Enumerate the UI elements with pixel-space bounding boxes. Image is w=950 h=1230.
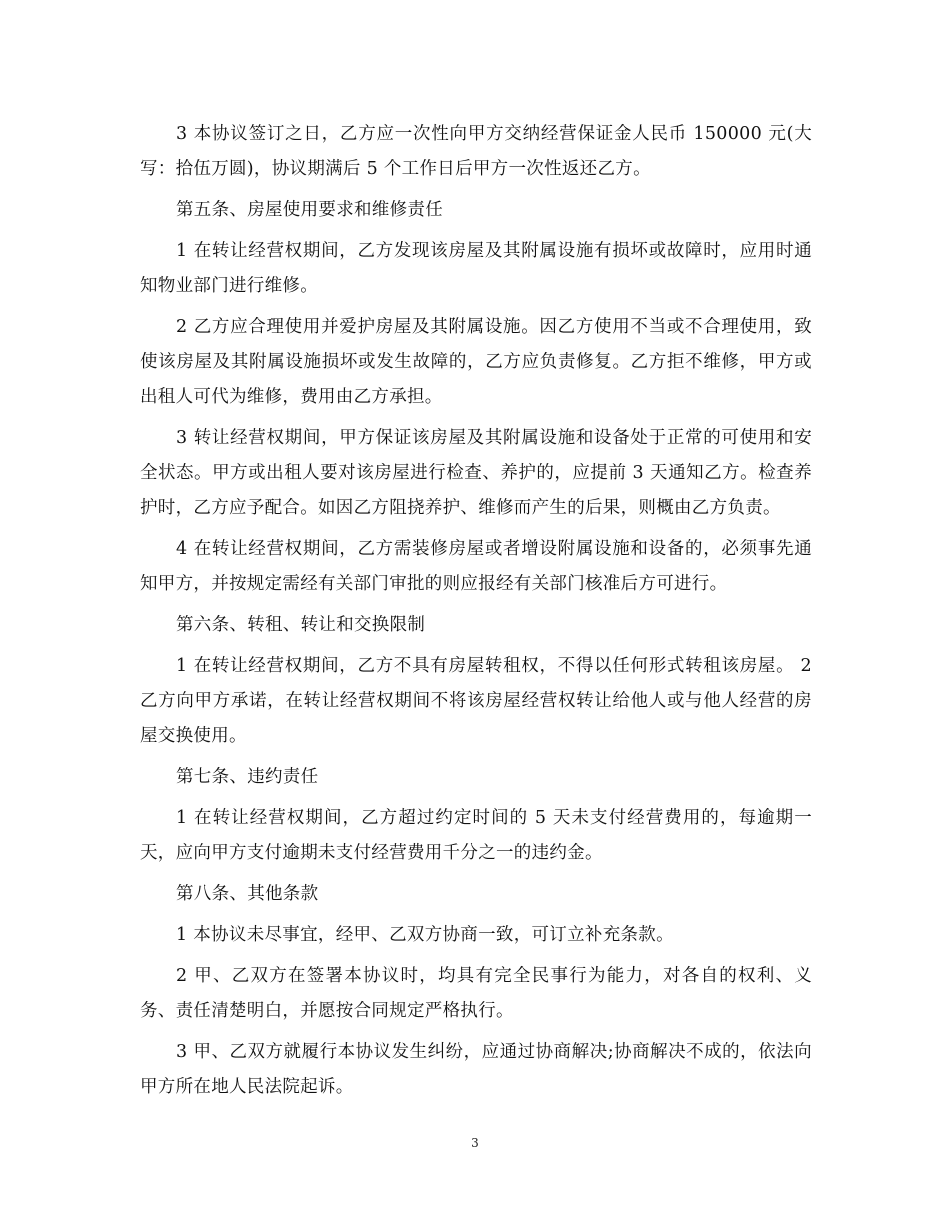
paragraph-article-8-item-3: 3 甲、乙双方就履行本协议发生纠纷，应通过协商解决;协商解决不成的，依法向甲方所在地人民法院起诉。 xyxy=(140,1042,812,1097)
paragraph-article-5-item-2: 2 乙方应合理使用并爱护房屋及其附属设施。因乙方使用不当或不合理使用，致使该房屋及其附属设施损坏或发生故障的，乙方应负责修复。乙方拒不维修，甲方或出租人可代为维修，费用由乙方承担。 xyxy=(140,317,812,407)
section-heading-article-7: 第七条、违约责任 xyxy=(176,767,319,787)
paragraph-article-5-item-1: 1 在转让经营权期间，乙方发现该房屋及其附属设施有损坏或故障时，应用时通知物业部门进行维修。 xyxy=(140,241,812,296)
paragraph-article-8-item-1: 1 本协议未尽事宜，经甲、乙双方协商一致，可订立补充条款。 xyxy=(176,925,674,945)
document-body xyxy=(140,117,812,1111)
page-number: 3 xyxy=(471,1136,479,1150)
paragraph-deposit-clause: 3 本协议签订之日，乙方应一次性向甲方交纳经营保证金人民币 150000 元(大写：拾伍万圆)，协议期满后 5 个工作日后甲方一次性返还乙方。 xyxy=(140,124,812,179)
paragraph-article-5-item-4: 4 在转让经营权期间，乙方需装修房屋或者增设附属设施和设备的，必须事先通知甲方，并按规定需经有关部门审批的则应报经有关部门核准后方可进行。 xyxy=(140,539,812,594)
paragraph-article-8-item-2: 2 甲、乙双方在签署本协议时，均具有完全民事行为能力，对各自的权利、义务、责任清楚明白，并愿按合同规定严格执行。 xyxy=(140,966,812,1021)
paragraph-article-7-item-1: 1 在转让经营权期间，乙方超过约定时间的 5 天未支付经营费用的，每逾期一天，应向甲方支付逾期未支付经营费用千分之一的违约金。 xyxy=(140,808,812,863)
section-heading-article-6: 第六条、转租、转让和交换限制 xyxy=(176,615,426,635)
section-heading-article-5: 第五条、房屋使用要求和维修责任 xyxy=(176,200,443,220)
paragraph-article-6-items: 1 在转让经营权期间，乙方不具有房屋转租权，不得以任何形式转租该房屋。 2 乙方向甲方承诺，在转让经营权期间不将该房屋经营权转让给他人或与他人经营的房屋交换使用。 xyxy=(140,656,812,746)
section-heading-article-8: 第八条、其他条款 xyxy=(176,884,319,904)
paragraph-article-5-item-3: 3 转让经营权期间，甲方保证该房屋及其附属设施和设备处于正常的可使用和安全状态。甲方或出租人要对该房屋进行检查、养护的，应提前 3 天通知乙方。检查养护时，乙方应予配合。如因乙方阻挠养护、维修而产生的后果，则概由乙方负责。 xyxy=(140,428,812,518)
